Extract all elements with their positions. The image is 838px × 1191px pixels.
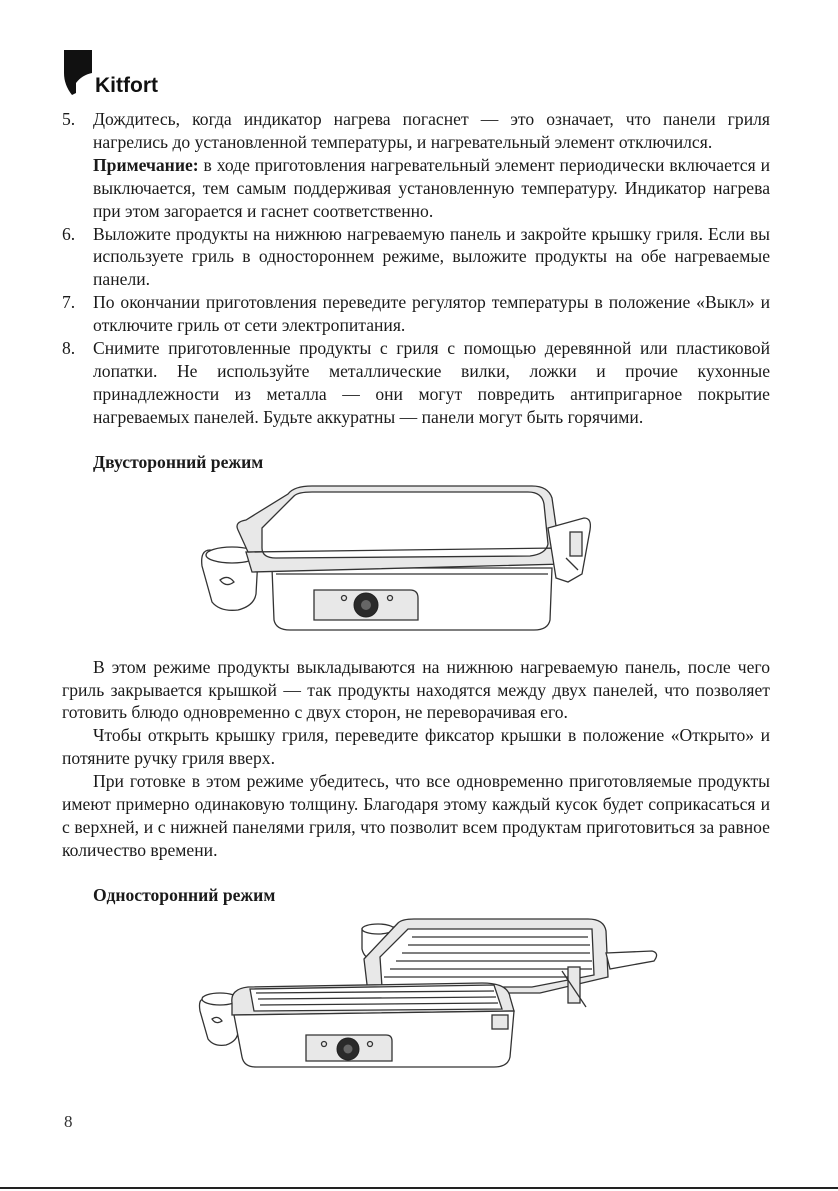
list-item-step-6 bbox=[62, 223, 770, 292]
paragraph: Чтобы открыть крышку гриля, переведите фиксатор крышки в положение «Открыто» и потяните ручку гриля вверх. bbox=[62, 725, 770, 769]
step-number: 7. bbox=[62, 292, 76, 313]
step-text: Дождитесь, когда индикатор нагрева погаснет — это означает, что панели гриля нагрелись до установленной температуры, и нагревательный элемент отключился. bbox=[93, 109, 770, 152]
brand-logo bbox=[62, 47, 158, 97]
note-label: Примечание: bbox=[93, 154, 199, 175]
grill-open-drawing bbox=[62, 911, 770, 1069]
brand-name: Kitfort bbox=[95, 74, 158, 97]
step-text: По окончании приготовления переведите регулятор температуры в положение «Выкл» и отключите гриль от сети электропитания. bbox=[93, 292, 770, 336]
list-item-step-8 bbox=[62, 337, 770, 429]
grill-open-illustration bbox=[62, 911, 770, 1069]
step-number: 5. bbox=[62, 109, 76, 129]
grill-closed-drawing bbox=[62, 478, 770, 656]
grill-closed-illustration bbox=[62, 478, 770, 656]
bottom-border-line bbox=[0, 1187, 838, 1189]
instruction-steps bbox=[62, 108, 770, 429]
step-text: Снимите приготовленные продукты с гриля с помощью деревянной или пластиковой лопатки. Не используйте металлические вилки, ложки и прочие кухонные принадлежности из металла — они могут повредить антипригарное покрытие нагреваемых панелей. Будьте аккуратны — панели могут быть горячими. bbox=[93, 338, 770, 427]
list-item-step-7 bbox=[62, 291, 770, 337]
section-heading-double: Двусторонний режим bbox=[93, 451, 264, 472]
list-item-step-5 bbox=[62, 108, 770, 223]
note-text: в ходе приготовления нагревательный элемент периодически включается и выключается, тем самым поддерживая установленную температуру. Индикатор нагрева при этом загорается и гаснет соответственно. bbox=[93, 154, 771, 221]
step-number: 6. bbox=[62, 223, 76, 244]
page-number: 8 bbox=[64, 1112, 73, 1131]
kitfort-logo-icon bbox=[62, 47, 94, 97]
section-heading-single: Односторонний режим bbox=[93, 884, 276, 905]
step-number: 8. bbox=[62, 338, 76, 359]
paragraph: При готовке в этом режиме убедитесь, что все одновременно приготовляемые продукты имеют примерно одинаковую толщину. Благодаря этому каждый кусок будет соприкасаться и с верхней, и с нижней панелями гриля, что позволит всем продуктам приготовиться за равное количество времени. bbox=[62, 771, 770, 860]
paragraph: В этом режиме продукты выкладываются на нижнюю нагреваемую панель, после чего гриль закрывается крышкой — так продукты находятся между двух панелей, что позволяет готовить блюдо одновременно с двух сторон, не переворачивая его. bbox=[62, 656, 770, 723]
step-text: Выложите продукты на нижнюю нагреваемую панель и закройте крышку гриля. Если вы используете гриль в одностороннем режиме, выложите продукты на обе нагреваемые панели. bbox=[93, 223, 770, 290]
page-content bbox=[62, 108, 770, 1069]
